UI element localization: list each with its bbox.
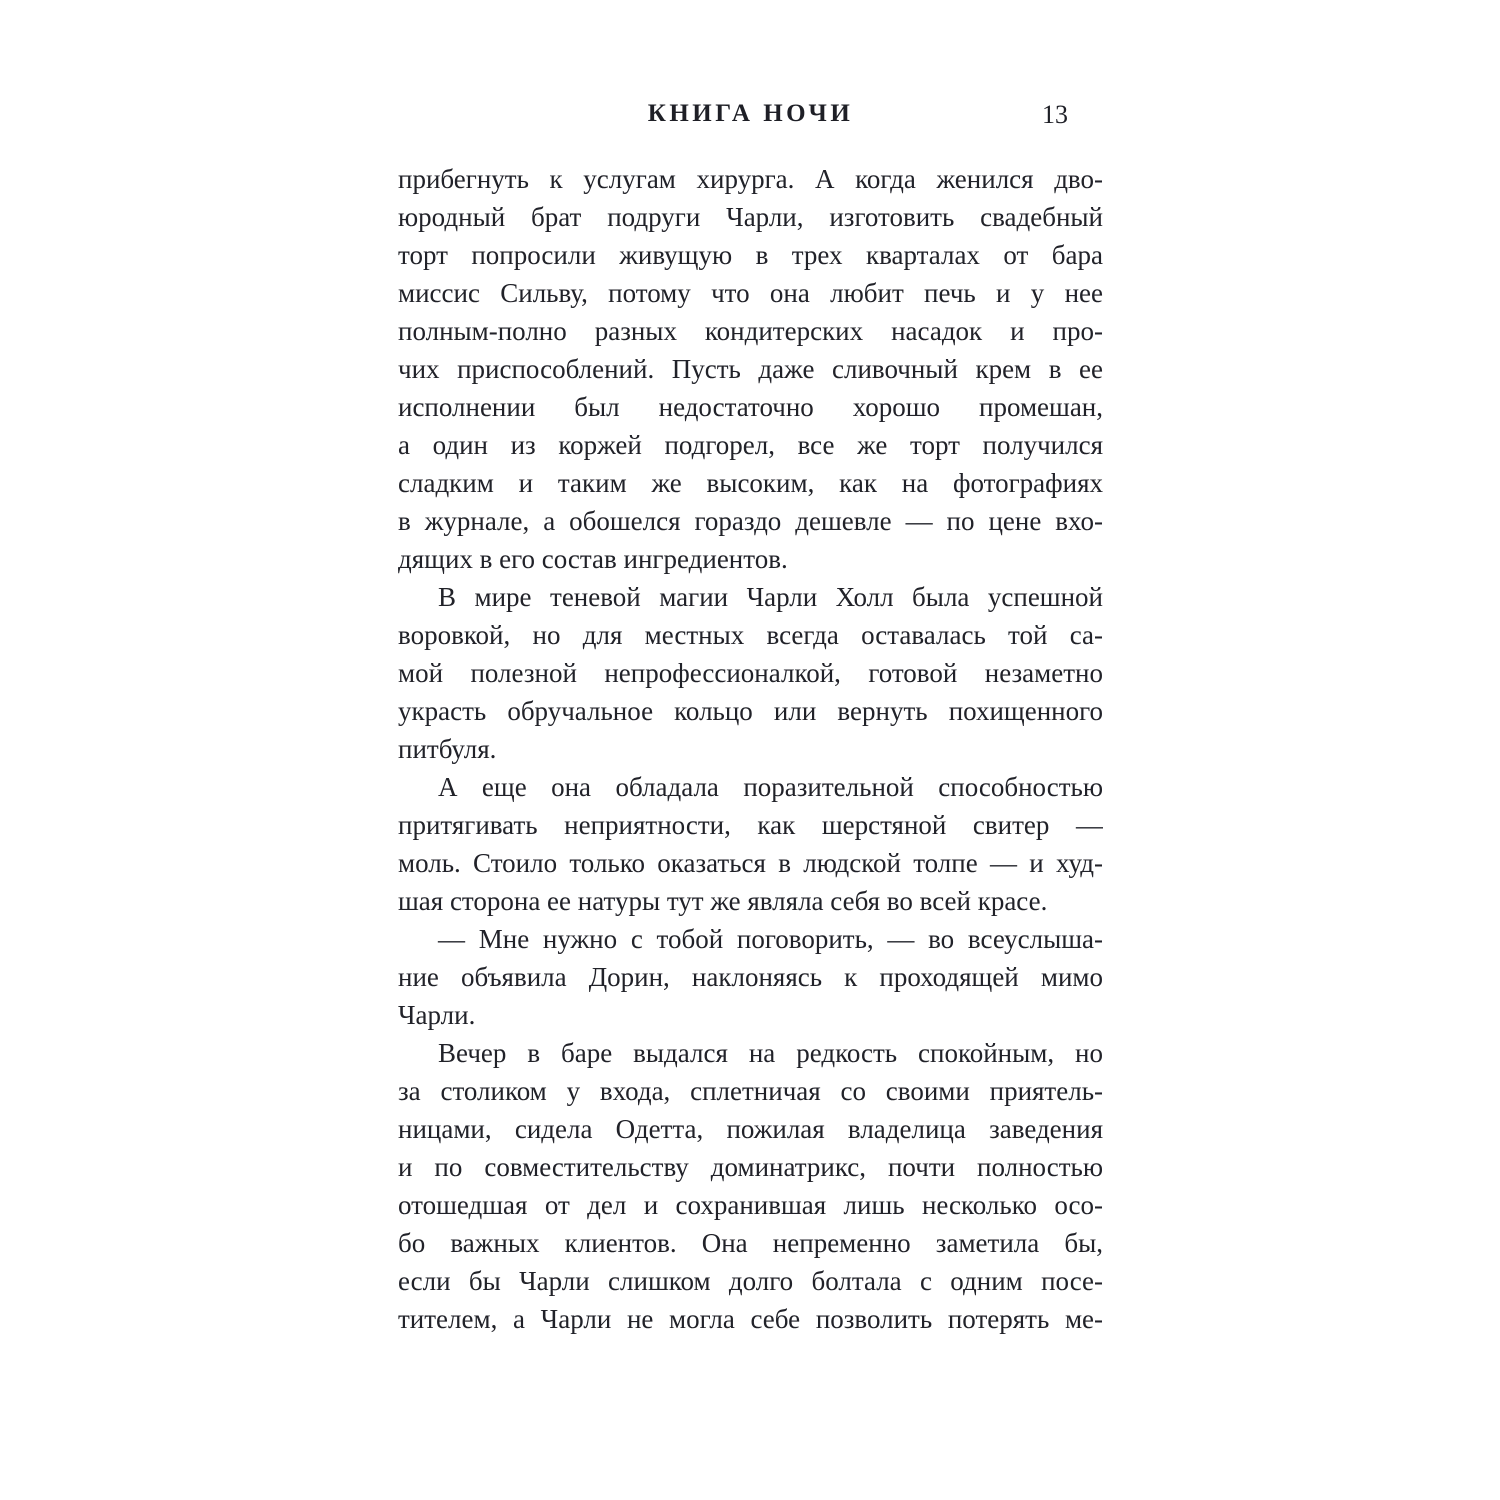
text-column xyxy=(398,100,1103,1338)
text-line: миссис Сильву, потому что она любит печь и у нее xyxy=(398,278,1103,308)
text-line: шая сторона ее натуры тут же являла себя во всей красе. xyxy=(398,886,1048,916)
text-line: торт попросили живущую в трех кварталах от бара xyxy=(398,240,1103,270)
text-line: бо важных клиентов. Она непременно заметила бы, xyxy=(398,1228,1103,1258)
text-line: отошедшая от дел и сохранившая лишь несколько осо- xyxy=(398,1190,1103,1220)
text-line: если бы Чарли слишком долго болтала с одним посе- xyxy=(398,1266,1103,1296)
text-line: в журнале, а обошелся гораздо дешевле — по цене вхо- xyxy=(398,506,1103,536)
paragraph xyxy=(398,768,1103,920)
text-line: Чарли. xyxy=(398,1000,476,1030)
text-line: чих приспособлений. Пусть даже сливочный крем в ее xyxy=(398,354,1103,384)
text-line: за столиком у входа, сплетничая со своими приятель- xyxy=(398,1076,1103,1106)
paragraph xyxy=(398,920,1103,1034)
text-line: украсть обручальное кольцо или вернуть похищенного xyxy=(398,696,1103,726)
text-line: тителем, а Чарли не могла себе позволить потерять ме- xyxy=(398,1304,1103,1334)
text-line: и по совместительству доминатрикс, почти полностью xyxy=(398,1152,1103,1182)
text-line: ницами, сидела Одетта, пожилая владелица заведения xyxy=(398,1114,1103,1144)
paragraph xyxy=(398,160,1103,578)
text-line: ние объявила Дорин, наклоняясь к проходящей мимо xyxy=(398,962,1103,992)
text-line: А еще она обладала поразительной способностью xyxy=(438,772,1103,802)
text-line: моль. Стоило только оказаться в людской толпе — и худ- xyxy=(398,848,1103,878)
text-line: полным-полно разных кондитерских насадок и про- xyxy=(398,316,1103,346)
text-line: прибегнуть к услугам хирурга. А когда женился дво- xyxy=(398,164,1103,194)
text-line: а один из коржей подгорел, все же торт получился xyxy=(398,430,1103,460)
text-line: питбуля. xyxy=(398,734,497,764)
paragraph xyxy=(398,1034,1103,1338)
page-number: 13 xyxy=(1042,100,1068,129)
text-line: юродный брат подруги Чарли, изготовить свадебный xyxy=(398,202,1103,232)
text-line: исполнении был недостаточно хорошо промешан, xyxy=(398,392,1103,422)
body-text xyxy=(398,160,1103,1338)
text-line: мой полезной непрофессионалкой, готовой незаметно xyxy=(398,658,1103,688)
text-line: воровкой, но для местных всегда оставалась той са- xyxy=(398,620,1103,650)
text-line: сладким и таким же высоким, как на фотографиях xyxy=(398,468,1103,498)
text-line: — Мне нужно с тобой поговорить, — во всеуслыша- xyxy=(438,924,1103,954)
book-title: КНИГА НОЧИ xyxy=(647,100,854,127)
text-line: притягивать неприятности, как шерстяной свитер — xyxy=(398,810,1103,840)
text-line: дящих в его состав ингредиентов. xyxy=(398,544,788,574)
running-header xyxy=(398,100,1103,134)
paragraph xyxy=(398,578,1103,768)
text-line: В мире теневой магии Чарли Холл была успешной xyxy=(438,582,1103,612)
text-line: Вечер в баре выдался на редкость спокойным, но xyxy=(438,1038,1103,1068)
